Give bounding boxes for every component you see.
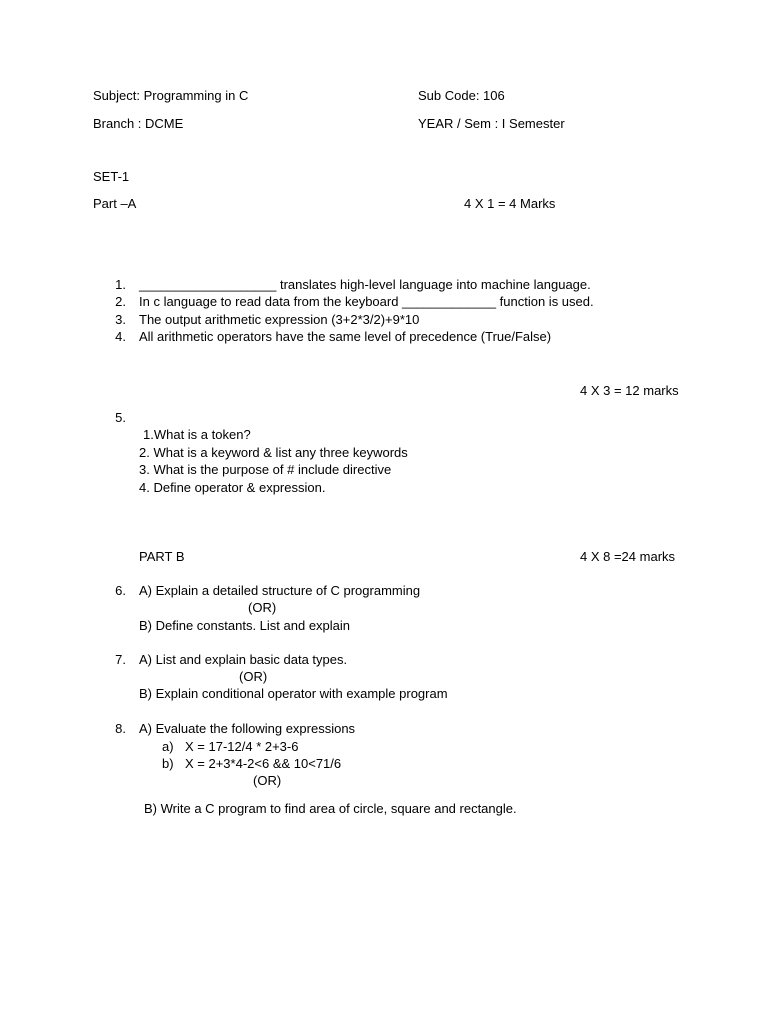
sub-code-label: Sub Code: 106 [418, 88, 505, 103]
short-question: 3. What is the purpose of # include directive [139, 462, 392, 477]
part-a-title: Part –A [93, 196, 137, 211]
question-number: 4. [115, 329, 126, 344]
sub-item-expression: X = 2+3*4-2<6 && 10<71/6 [185, 756, 342, 771]
short-question: 1.What is a token? [143, 427, 251, 442]
question-text: The output arithmetic expression (3+2*3/2)+9*10 [139, 312, 420, 327]
part-a-marks: 4 X 1 = 4 Marks [464, 196, 556, 211]
or-separator: (OR) [239, 669, 268, 684]
question-option-a: A) Explain a detailed structure of C programming [139, 583, 421, 598]
question-number: 2. [115, 294, 126, 309]
question-option-a: A) Evaluate the following expressions [139, 721, 356, 736]
question-number: 3. [115, 312, 126, 327]
sub-item-label: b) [162, 756, 174, 771]
question-option-a: A) List and explain basic data types. [139, 652, 348, 667]
set-label: SET-1 [93, 169, 130, 184]
question-text: All arithmetic operators have the same level of precedence (True/False) [139, 329, 552, 344]
short-answer-marks: 4 X 3 = 12 marks [580, 383, 679, 398]
question-text: In c language to read data from the keyboard _____________ function is used. [139, 294, 594, 309]
question-text: ___________________ translates high-level language into machine language. [139, 277, 591, 292]
sub-item-expression: X = 17-12/4 * 2+3-6 [185, 739, 299, 754]
sub-item-label: a) [162, 739, 174, 754]
or-separator: (OR) [248, 600, 277, 615]
question-number: 6. [115, 583, 126, 598]
question-option-b: B) Define constants. List and explain [139, 618, 351, 633]
question-option-b: B) Write a C program to find area of circle, square and rectangle. [144, 801, 517, 816]
part-b-title: PART B [139, 549, 185, 564]
year-sem-label: YEAR / Sem : I Semester [418, 116, 565, 131]
part-b-marks: 4 X 8 =24 marks [580, 549, 676, 564]
question-number: 5. [115, 410, 126, 425]
short-question: 4. Define operator & expression. [139, 480, 326, 495]
question-number: 1. [115, 277, 126, 292]
subject-label: Subject: Programming in C [93, 88, 249, 103]
question-option-b: B) Explain conditional operator with example program [139, 686, 448, 701]
question-number: 7. [115, 652, 126, 667]
or-separator: (OR) [253, 773, 282, 788]
question-number: 8. [115, 721, 126, 736]
short-question: 2. What is a keyword & list any three keywords [139, 445, 408, 460]
branch-label: Branch : DCME [93, 116, 184, 131]
